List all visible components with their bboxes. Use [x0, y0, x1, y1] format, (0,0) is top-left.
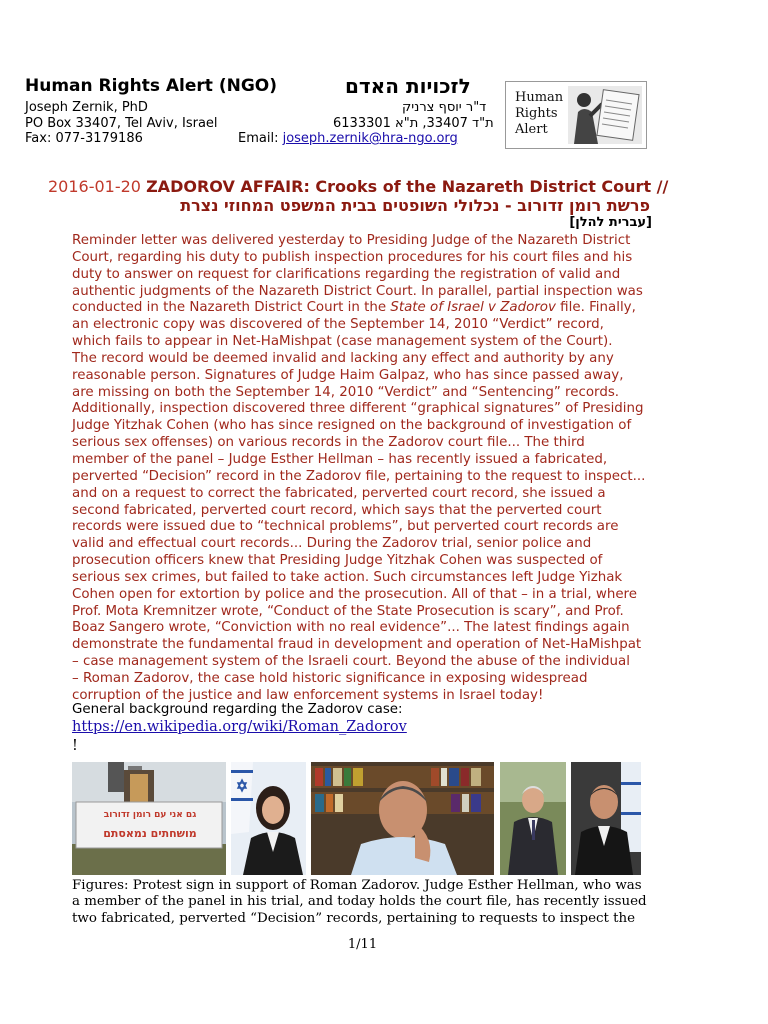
org-ngo-tag: (NGO)	[218, 76, 278, 96]
protest-sign-image-icon	[72, 762, 226, 875]
body-line: – case management system of the Israeli court. Beyond the abuse of the individual	[72, 654, 630, 670]
body-line: Prof. Mota Kremnitzer wrote, “Conduct of the State Prosecution is scary”, and Prof.	[72, 603, 624, 619]
hra-logo	[505, 81, 647, 149]
body-line: conducted in the Nazareth District Court in the State of Israel v Zadorov file. Finally,	[72, 300, 636, 316]
page-number: 1/11	[347, 937, 378, 952]
email-label: Email:	[238, 131, 279, 146]
logo-text: Human Rights Alert	[515, 90, 564, 137]
figure-caption	[72, 878, 652, 927]
caption-line: Figures: Protest sign in support of Roman Zadorov. Judge Esther Hellman, who was	[72, 878, 642, 893]
body-line: demonstrate the fundamental fraud in development and operation of Net-HaMishpat	[72, 637, 642, 653]
address-en: PO Box 33407, Tel Aviv, Israel	[25, 116, 218, 131]
body-line: – Roman Zadorov, the case hold historic significance in exposing widespread	[72, 670, 588, 686]
body-line: Reminder letter was delivered yesterday to Presiding Judge of the Nazareth District	[72, 233, 631, 248]
author-name-en: Joseph Zernik, PhD	[25, 100, 148, 115]
body-line: Court, regarding his duty to publish inspection procedures for his court files and his	[72, 249, 633, 265]
protest-sign-photo	[72, 762, 226, 875]
body-line: second fabricated, perverted court record, which says that the perverted court	[72, 502, 602, 518]
body-line: member of the panel – Judge Esther Hellman – has recently issued a fabricated,	[72, 451, 608, 467]
body-line: serious sex crimes, but failed to take action. Such circumstances left Judge Yizhak	[72, 569, 623, 585]
body-line: duty to answer on request for clarifications regarding the registration of valid and	[72, 266, 621, 282]
body-line: perverted “Decision” record in the Zadorov file, pertaining to the request to inspect...	[72, 468, 646, 484]
general-background-label: General background regarding the Zadorov case:	[72, 702, 403, 717]
body-line: an electronic copy was discovered of the September 14, 2010 “Verdict” record,	[72, 317, 604, 333]
article-date: 2016-01-20	[48, 177, 141, 196]
body-line: corruption of the justice and law enforcement systems in Israel today!	[72, 687, 544, 703]
body-line: Additionally, inspection discovered three different “graphical signatures” of Presiding	[72, 401, 644, 417]
org-name-he: לזכויות האדם	[345, 74, 471, 98]
protest-sign-line1: גם אני עם רומן זדורוב	[103, 810, 197, 820]
judge-outdoor-portrait-icon	[500, 762, 566, 875]
wikipedia-link[interactable]: https://en.wikipedia.org/wiki/Roman_Zadorov	[72, 719, 407, 735]
email-link[interactable]: joseph.zernik@hra-ngo.org	[282, 131, 458, 146]
body-line: reasonable person. Signatures of Judge Haim Galpaz, who has since passed away,	[72, 367, 624, 383]
body-line: serious sex offenses) on various records in the Zadorov court file... The third	[72, 435, 585, 451]
body-line: prosecution officers knew that Presiding Judge Yitzhak Cohen was suspected of	[72, 553, 603, 569]
email-line	[238, 131, 458, 147]
protest-sign-line2: מושחתים נמאסתם	[103, 827, 197, 840]
article-headline-he: פרשת רומן זדורוב - נכלולי השופטים בבית המשפט המחוזי נצרת	[180, 196, 650, 215]
caption-line: a member of the panel in his trial, and today holds the court file, has recently issued	[72, 894, 647, 910]
body-line: The record would be deemed invalid and lacking any effect and authority by any	[72, 350, 614, 366]
body-line: are missing on both the September 14, 2010 “Verdict” and “Sentencing” records.	[72, 384, 620, 400]
exclamation: !	[72, 738, 78, 754]
org-name-en: Human Rights Alert (NGO)	[25, 76, 278, 96]
address-he: ת"ד 33407, ת"א 6133301	[333, 116, 494, 131]
article-title-en	[48, 177, 668, 196]
body-line: which fails to appear in Net-HaMishpat (case management system of the Court).	[72, 334, 613, 350]
judge-cohen-portrait-icon	[571, 762, 641, 875]
author-name-he: ד"ר יוסף צרניק	[402, 100, 487, 115]
article-body	[72, 233, 654, 705]
man-books-photo	[311, 762, 494, 875]
body-line: Judge Yitzhak Cohen (who has since resigned on the background of investigation of	[72, 418, 632, 434]
body-line: Boaz Sangero wrote, “Conviction with no real evidence”... The latest findings again	[72, 620, 630, 636]
fax-number: Fax: 077-3179186	[25, 131, 143, 146]
hebrew-below-note: [עברית להלן]	[569, 215, 652, 230]
body-line: Cohen open for extortion by police and the prosecution. All of that – in a trial, where	[72, 586, 638, 602]
judge-cohen-photo	[571, 762, 641, 875]
logo-figure-icon	[568, 86, 642, 144]
caption-line: two fabricated, perverted “Decision” records, pertaining to requests to inspect the	[72, 910, 636, 926]
body-line: valid and effectual court records... During the Zadorov trial, senior police and	[72, 536, 592, 552]
article-headline-en: ZADOROV AFFAIR: Crooks of the Nazareth District Court //	[146, 177, 669, 196]
judge-outdoor-photo	[500, 762, 566, 875]
body-line: records were issued due to “technical problems”, but perverted court records are	[72, 519, 619, 535]
professor-portrait-icon	[311, 762, 494, 875]
body-line: and on a request to correct the fabricated, perverted court record, she issued a	[72, 485, 606, 501]
judge-hellman-photo	[231, 762, 306, 875]
body-line: authentic judgments of the Nazareth District Court. In parallel, partial inspection was	[72, 283, 643, 299]
judge-portrait-icon	[231, 762, 306, 875]
